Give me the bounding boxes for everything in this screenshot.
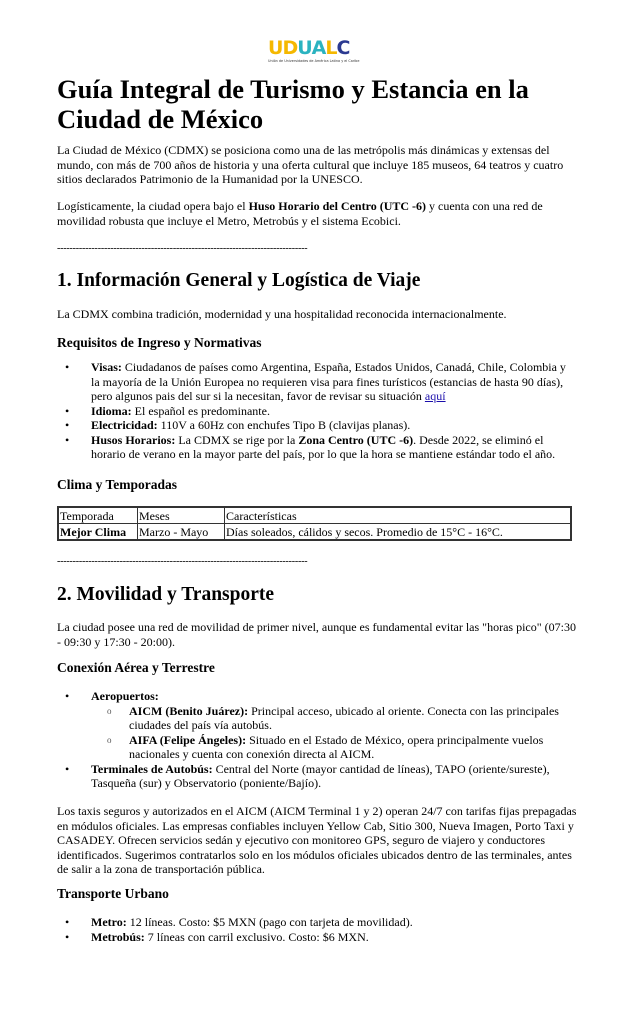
separator-line: --------------------------------------------------------------------------------	[57, 243, 308, 254]
separator-line: --------------------------------------------------------------------------------	[57, 556, 308, 567]
list-item-electricidad: • Electricidad: 110V a 60Hz con enchufes Tipo B (clavijas planas).	[57, 418, 577, 433]
intro-paragraph: La Ciudad de México (CDMX) se posiciona como una de las metrópolis más dinámicas y extensas del mundo, con más de 700 años de historia y una oferta cultural que incluye 185 museos, 64 teatros y cuatro sitios declarados Patrimonio de la Humanidad por la UNESCO.	[57, 143, 564, 186]
timezone-highlight: Huso Horario del Centro (UTC -6)	[248, 199, 427, 213]
conexion-list	[57, 689, 577, 791]
list-item-aifa: o AIFA (Felipe Ángeles): Situado en el Estado de México, opera principalmente vuelos nacionales y cuenta con conexión directa al AICM.	[91, 733, 577, 762]
logo-subtitle: Unión de Universidades de América Latina y el Caribe	[268, 59, 360, 63]
logo-letter: U	[297, 37, 312, 59]
logo-letter: D	[282, 37, 298, 59]
clima-table	[57, 506, 572, 541]
list-item-metrobus: • Metrobús: 7 líneas con carril exclusivo. Costo: $6 MXN.	[57, 930, 577, 945]
table-cell: Mejor Clima	[58, 524, 138, 541]
table-cell: Marzo - Mayo	[138, 524, 225, 541]
section-2-heading: 2. Movilidad y Transporte	[57, 584, 275, 605]
visa-info-link[interactable]: aquí	[424, 389, 446, 403]
list-item-aeropuertos: • Aeropuertos: o AICM (Benito Juárez): Principal acceso, ubicado al oriente. Conecta con las principales ciudades del país vía autobús. o AIFA (Felipe Ángeles): Situado en el Estado de México, opera principalmente vuelos nacionales y cuenta con conexión directa al AICM.	[57, 689, 577, 762]
section-2-lead: La ciudad posee una red de movilidad de primer nivel, aunque es fundamental evitar las "horas pico" (07:30 - 09:30 y 17:30 - 20:00).	[57, 620, 576, 649]
table-header-row	[58, 507, 571, 524]
aeropuertos-sublist	[91, 704, 577, 762]
requisitos-list	[57, 360, 577, 462]
udualc-logo	[268, 38, 363, 66]
table-header-cell: Meses	[138, 507, 225, 524]
section-1-lead: La CDMX combina tradición, modernidad y una hospitalidad reconocida internacionalmente.	[57, 307, 507, 321]
logo-letter: L	[325, 37, 337, 59]
intro-logistics-paragraph: Logísticamente, la ciudad opera bajo el Huso Horario del Centro (UTC -6) y cuenta con una red de movilidad robusta que incluye el Metro, Metrobús y el sistema Ecobici.	[57, 199, 543, 228]
table-row	[58, 524, 571, 541]
table-cell: Días soleados, cálidos y secos. Promedio de 15°C - 16°C.	[225, 524, 572, 541]
taxis-paragraph: Los taxis seguros y autorizados en el AICM (AICM Terminal 1 y 2) operan 24/7 con tarifas fijas prepagadas en módulos oficiales. Las empresas confiables incluyen Yellow Cab, Sitio 300, Nueva Imagen, Porto Taxi y CASADEY. Ofrecen servicios sedán y ejecutivo con monitoreo GPS, seguro de viajero y conductores identificados. Sugerimos contratarlos solo en los módulos oficiales ubicados dentro de las terminales, antes de salir a la zona de transportación pública.	[57, 804, 577, 876]
logo-letter: U	[268, 37, 283, 59]
list-item-husos-horarios: • Husos Horarios: La CDMX se rige por la Zona Centro (UTC -6). Desde 2022, se eliminó el horario de verano en la mayor parte del país, por lo que la hora se mantiene estándar todo el año.	[57, 433, 577, 462]
requisitos-heading: Requisitos de Ingreso y Normativas	[57, 335, 262, 350]
clima-heading: Clima y Temporadas	[57, 477, 178, 492]
table-header-cell: Temporada	[58, 507, 138, 524]
logo-wordmark	[268, 38, 363, 58]
list-item-aicm: o AICM (Benito Juárez): Principal acceso, ubicado al oriente. Conecta con las principales ciudades del país vía autobús.	[91, 704, 577, 733]
urbano-heading: Transporte Urbano	[57, 886, 169, 901]
document-title: Guía Integral de Turismo y Estancia en la Ciudad de México	[57, 74, 529, 134]
section-1-heading: 1. Información General y Logística de Viaje	[57, 270, 421, 291]
list-item-idioma: • Idioma: El español es predominante.	[57, 404, 577, 419]
conexion-heading: Conexión Aérea y Terrestre	[57, 660, 215, 675]
table-header-cell: Características	[225, 507, 572, 524]
list-item-metro: • Metro: 12 líneas. Costo: $5 MXN (pago con tarjeta de movilidad).	[57, 915, 577, 930]
list-item-terminales: • Terminales de Autobús: Central del Norte (mayor cantidad de líneas), TAPO (oriente/sureste), Tasqueña (sur) y Observatorio (poniente/Bajío).	[57, 762, 577, 791]
logo-letter: A	[311, 37, 326, 59]
urbano-list	[57, 915, 577, 944]
list-item-visas: • Visas: Ciudadanos de países como Argentina, España, Estados Unidos, Canadá, Chile, Colombia y la mayoría de la Unión Europea no requieren visa para fines turísticos (estancias de hasta 90 días), pero algunos pais del sur si la necesitan, favor de revisar su situación aquí	[57, 360, 577, 404]
logo-letter: C	[336, 37, 350, 59]
